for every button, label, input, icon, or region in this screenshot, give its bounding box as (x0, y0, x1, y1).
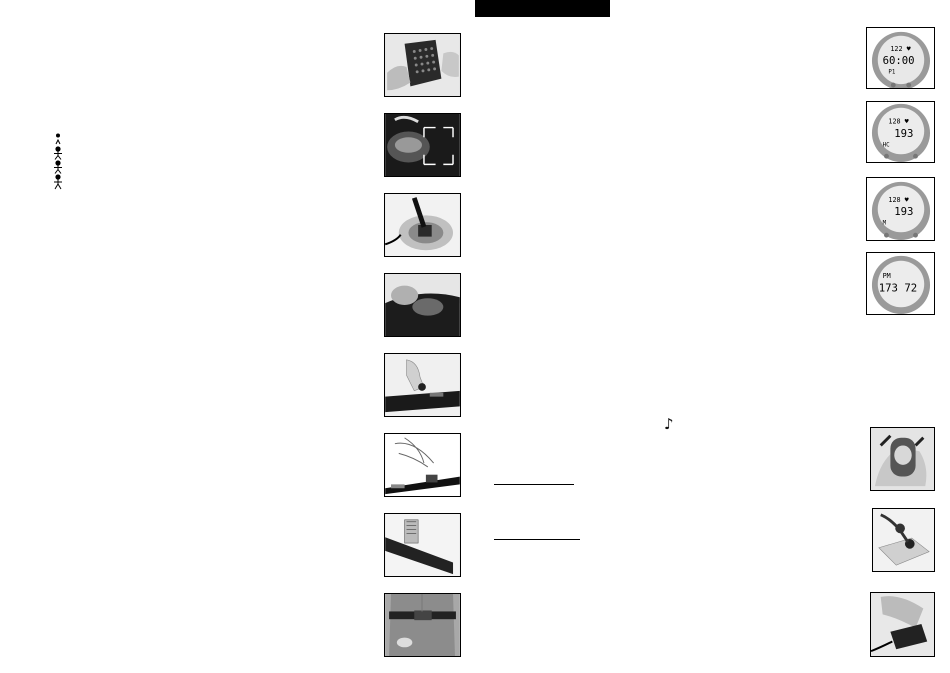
sensor-insert-photo (870, 592, 935, 657)
display-top-value: 128 ♥ (888, 117, 909, 126)
battery-cover-photo (384, 273, 461, 337)
display-bottom-value: HC (882, 142, 890, 149)
display-timer-photo (866, 27, 935, 89)
battery-screwdriver-photo (384, 193, 461, 257)
sensor-clip-photo (872, 508, 935, 572)
display-heartrate-photo (866, 101, 935, 163)
person-icon (52, 160, 64, 174)
display-main-value: 60:00 (882, 53, 915, 67)
display-main-value: 193 (894, 204, 914, 218)
electrode-pad-peel-photo (384, 33, 461, 97)
blank-line (494, 484, 574, 485)
display-main-value: 173 72 (878, 281, 918, 295)
music-note-icon: ♪ (664, 415, 674, 433)
strap-adjust-photo (384, 433, 461, 497)
display-top-value: 122 ♥ (890, 45, 911, 54)
person-icon (52, 174, 64, 190)
display-bottom-value: M (882, 220, 887, 227)
header-bar (475, 0, 610, 17)
person-icon (52, 146, 64, 160)
display-clock-photo (866, 252, 935, 315)
snap-connector-photo (384, 353, 461, 417)
chest-strap-worn-photo (384, 593, 461, 657)
blank-line (494, 539, 580, 540)
display-top-value: 128 ♥ (888, 196, 909, 205)
person-small-icon (53, 133, 63, 145)
receiver-in-hand-photo (870, 427, 935, 491)
strap-buckle-photo (384, 513, 461, 577)
display-main-value: 193 (894, 126, 914, 140)
display-top-value: PM (882, 272, 891, 281)
display-manual-photo (866, 177, 935, 241)
transmitter-belt-photo (384, 113, 461, 177)
display-bottom-value: P1 (888, 69, 896, 76)
